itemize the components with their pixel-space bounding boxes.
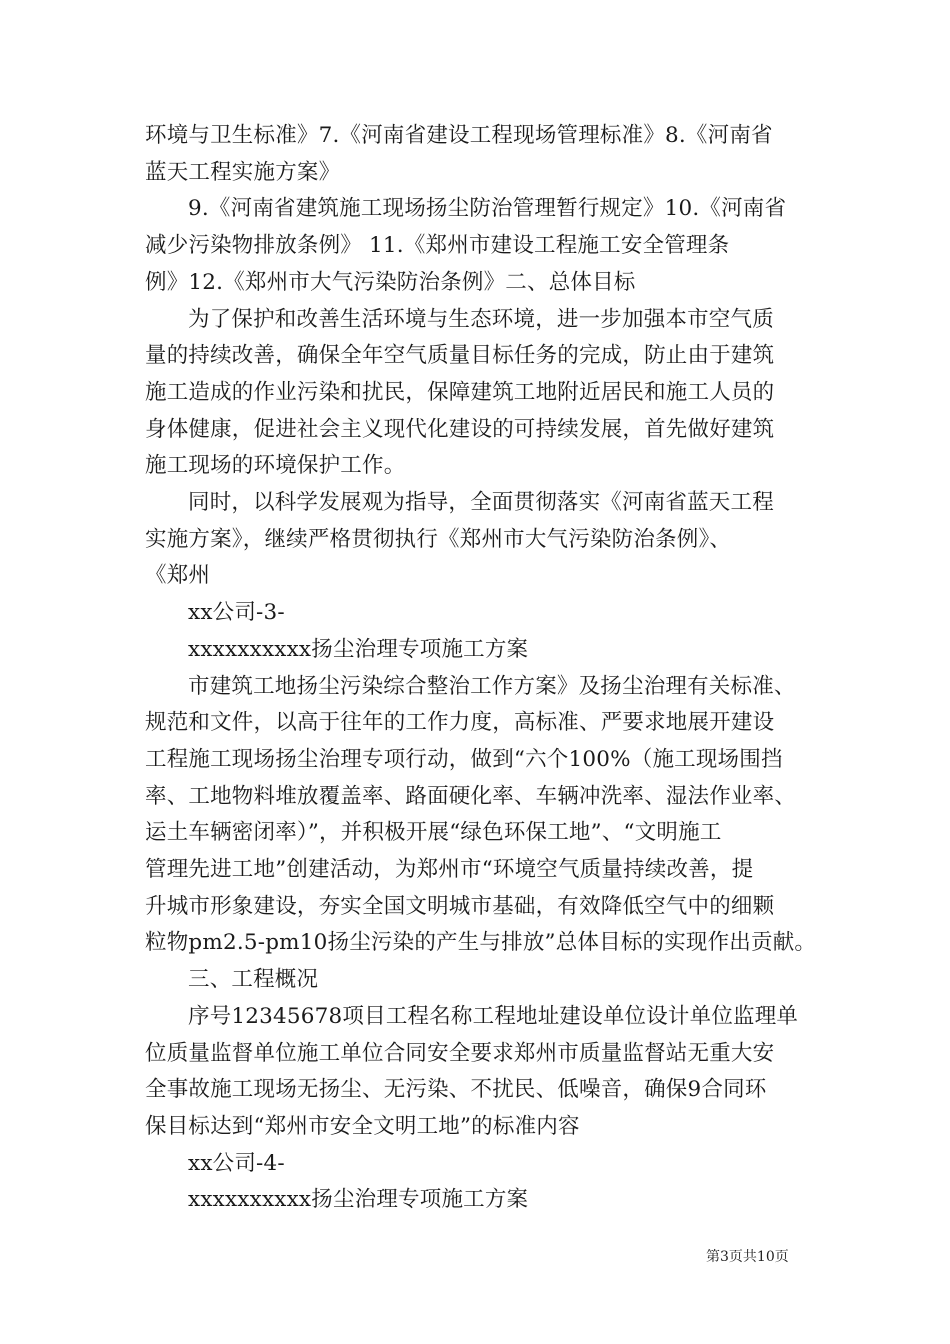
text-line: 实施方案》，继续严格贯彻执行《郑州市大气污染防治条例》、 (145, 526, 732, 552)
page-number-footer: 第3页共10页 (706, 1249, 789, 1265)
text-line: 序号12345678项目工程名称工程地址建设单位设计单位监理单 (188, 1003, 799, 1029)
text-line: 《郑州 (145, 563, 211, 589)
text-line: 三、工程概况 (188, 967, 319, 993)
text-line: xxxxxxxxxx扬尘治理专项施工方案 (188, 636, 529, 662)
text-line: 运土车辆密闭率）”，并积极开展“绿色环保工地”、“文明施工 (145, 820, 722, 846)
text-line: 率、工地物料堆放覆盖率、路面硬化率、车辆冲洗率、湿法作业率、 (145, 783, 797, 809)
text-line: xx公司-4- (188, 1150, 285, 1176)
text-line: 9.《河南省建筑施工现场扬尘防治管理暂行规定》10.《河南省 (188, 196, 787, 222)
text-line: 位质量监督单位施工单位合同安全要求郑州市质量监督站无重大安 (145, 1040, 775, 1066)
text-line: 为了保护和改善生活环境与生态环境，进一步加强本市空气质 (188, 306, 774, 332)
text-line: 施工现场的环境保护工作。 (145, 453, 406, 479)
text-line: 身体健康，促进社会主义现代化建设的可持续发展，首先做好建筑 (145, 416, 775, 442)
text-line: 规范和文件，以高于往年的工作力度，高标准、严要求地展开建设 (145, 710, 775, 736)
text-line: 施工造成的作业污染和扰民，保障建筑工地附近居民和施工人员的 (145, 379, 775, 405)
text-line: 量的持续改善，确保全年空气质量目标任务的完成，防止由于建筑 (145, 343, 775, 369)
text-line: 升城市形象建设，夯实全国文明城市基础，有效降低空气中的细颗 (145, 893, 775, 919)
text-line: xx公司-3- (188, 600, 285, 626)
document-body (145, 118, 817, 1219)
text-line: xxxxxxxxxx扬尘治理专项施工方案 (188, 1187, 529, 1213)
text-line: 同时，以科学发展观为指导，全面贯彻落实《河南省蓝天工程 (188, 490, 774, 516)
text-line: 工程施工现场扬尘治理专项行动，做到“六个100%（施工现场围挡 (145, 746, 783, 772)
text-line: 市建筑工地扬尘污染综合整治工作方案》及扬尘治理有关标准、 (188, 673, 796, 699)
text-line: 粒物pm2.5-pm10扬尘污染的产生与排放”总体目标的实现作出贡献。 (145, 930, 817, 956)
text-line: 减少污染物排放条例》 11.《郑州市建设工程施工安全管理条 (145, 233, 730, 259)
text-line: 保目标达到“郑州市安全文明工地”的标准内容 (145, 1113, 580, 1139)
text-line: 全事故施工现场无扬尘、无污染、不扰民、低噪音，确保9合同环 (145, 1077, 767, 1103)
text-line: 蓝天工程实施方案》 (145, 159, 341, 185)
text-line: 管理先进工地”创建活动，为郑州市“环境空气质量持续改善，提 (145, 857, 754, 883)
text-line: 例》12.《郑州市大气污染防治条例》二、总体目标 (145, 269, 636, 295)
text-line: 环境与卫生标准》7.《河南省建设工程现场管理标准》8.《河南省 (145, 123, 773, 148)
